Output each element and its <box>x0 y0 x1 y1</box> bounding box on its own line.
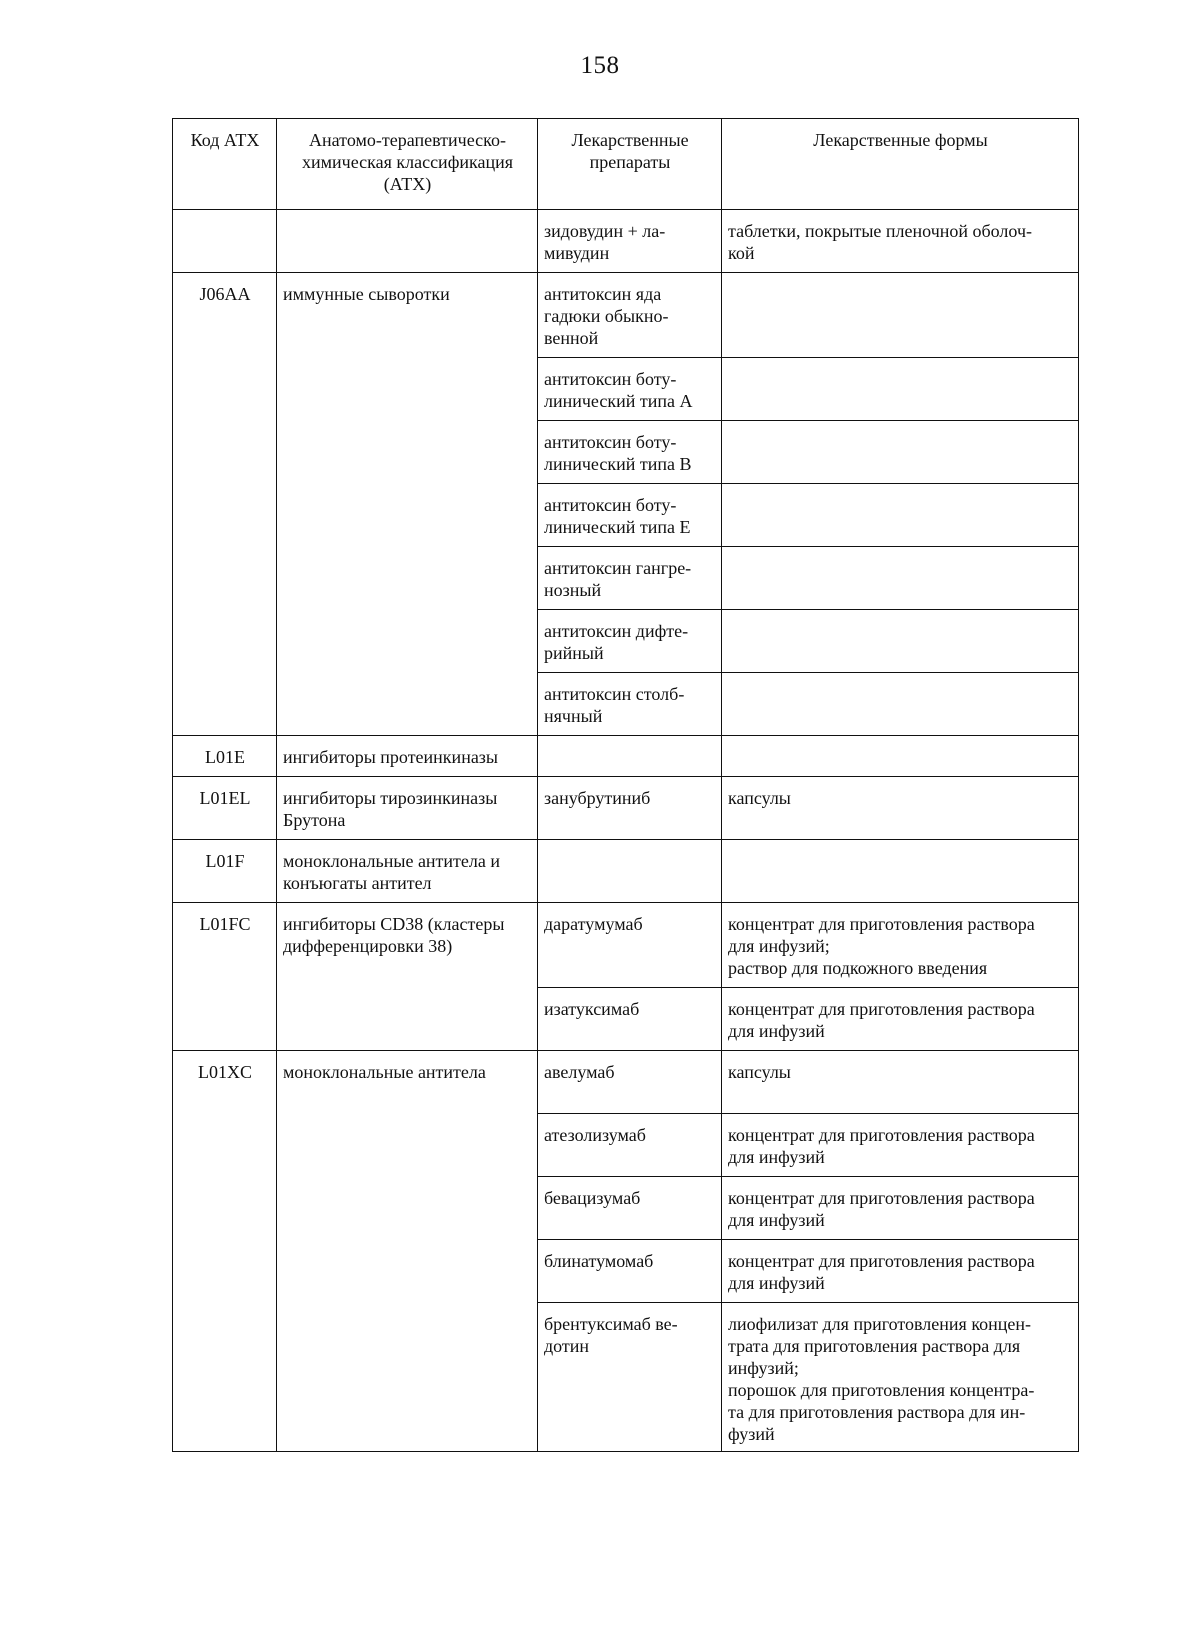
cell-atx-code: J06AA <box>173 273 277 736</box>
table-row <box>173 777 1079 840</box>
cell-atx-code: L01EL <box>173 777 277 840</box>
table-row <box>173 1051 1079 1114</box>
cell-dosage-form <box>722 273 1079 358</box>
cell-drug: антитоксин боту- линический типа B <box>538 421 722 484</box>
cell-dosage-form: концентрат для приготовления раствора для инфузий <box>722 988 1079 1051</box>
cell-dosage-form <box>722 840 1079 903</box>
atx-drug-table <box>172 118 1079 1452</box>
cell-dosage-form <box>722 610 1079 673</box>
cell-dosage-form <box>722 673 1079 736</box>
table-row <box>173 736 1079 777</box>
cell-drug: антитоксин столб- нячный <box>538 673 722 736</box>
cell-drug: антитоксин боту- линический типа E <box>538 484 722 547</box>
cell-drug: бевацизумаб <box>538 1177 722 1240</box>
header-dosage-forms: Лекарственные формы <box>722 119 1079 210</box>
table-row <box>173 210 1079 273</box>
cell-dosage-form <box>722 358 1079 421</box>
cell-drug <box>538 736 722 777</box>
cell-dosage-form: концентрат для приготовления раствора для инфузий; раствор для подкожного введения <box>722 903 1079 988</box>
table-row <box>173 903 1079 988</box>
cell-dosage-form <box>722 484 1079 547</box>
cell-atx-code: L01F <box>173 840 277 903</box>
table-row <box>173 840 1079 903</box>
cell-drug: атезолизумаб <box>538 1114 722 1177</box>
cell-dosage-form: капсулы <box>722 777 1079 840</box>
cell-dosage-form <box>722 736 1079 777</box>
cell-classification: моноклональные антитела <box>277 1051 538 1452</box>
header-drugs: Лекарственные препараты <box>538 119 722 210</box>
table-header-row <box>173 119 1079 210</box>
table-row <box>173 273 1079 358</box>
cell-classification: ингибиторы протеинкиназы <box>277 736 538 777</box>
cell-dosage-form: концентрат для приготовления раствора для инфузий <box>722 1177 1079 1240</box>
cell-atx-code: L01XC <box>173 1051 277 1452</box>
cell-drug: зидовудин + ла- мивудин <box>538 210 722 273</box>
cell-atx-code: L01FC <box>173 903 277 1051</box>
cell-drug: антитоксин боту- линический типа A <box>538 358 722 421</box>
cell-atx-code <box>173 210 277 273</box>
cell-drug: даратумумаб <box>538 903 722 988</box>
cell-classification: ингибиторы CD38 (кластеры дифференцировки 38) <box>277 903 538 1051</box>
cell-classification: иммунные сыворотки <box>277 273 538 736</box>
cell-drug: антитоксин дифте- рийный <box>538 610 722 673</box>
cell-dosage-form <box>722 547 1079 610</box>
cell-drug: блинатумомаб <box>538 1240 722 1303</box>
cell-drug <box>538 840 722 903</box>
page-number: 158 <box>580 52 620 79</box>
cell-drug: антитоксин яда гадюки обыкно- венной <box>538 273 722 358</box>
cell-drug: антитоксин гангре- нозный <box>538 547 722 610</box>
header-atx-classification: Анатомо-терапевтическо- химическая классификация (АТХ) <box>277 119 538 210</box>
cell-drug: изатуксимаб <box>538 988 722 1051</box>
cell-dosage-form: концентрат для приготовления раствора для инфузий <box>722 1240 1079 1303</box>
cell-classification <box>277 210 538 273</box>
cell-drug: авелумаб <box>538 1051 722 1114</box>
cell-classification: моноклональные антитела и конъюгаты антител <box>277 840 538 903</box>
cell-classification: ингибиторы тирозинкиназы Брутона <box>277 777 538 840</box>
cell-dosage-form: таблетки, покрытые пленочной оболоч- кой <box>722 210 1079 273</box>
cell-dosage-form: концентрат для приготовления раствора для инфузий <box>722 1114 1079 1177</box>
cell-dosage-form: лиофилизат для приготовления концен- трата для приготовления раствора для инфузий; порошок для приготовления концентра- та для приготовления раствора для ин- фузий <box>722 1303 1079 1452</box>
cell-dosage-form: капсулы <box>722 1051 1079 1114</box>
header-atx-code: Код АТХ <box>173 119 277 210</box>
cell-drug: занубрутиниб <box>538 777 722 840</box>
cell-drug: брентуксимаб ве- дотин <box>538 1303 722 1452</box>
cell-atx-code: L01E <box>173 736 277 777</box>
cell-dosage-form <box>722 421 1079 484</box>
